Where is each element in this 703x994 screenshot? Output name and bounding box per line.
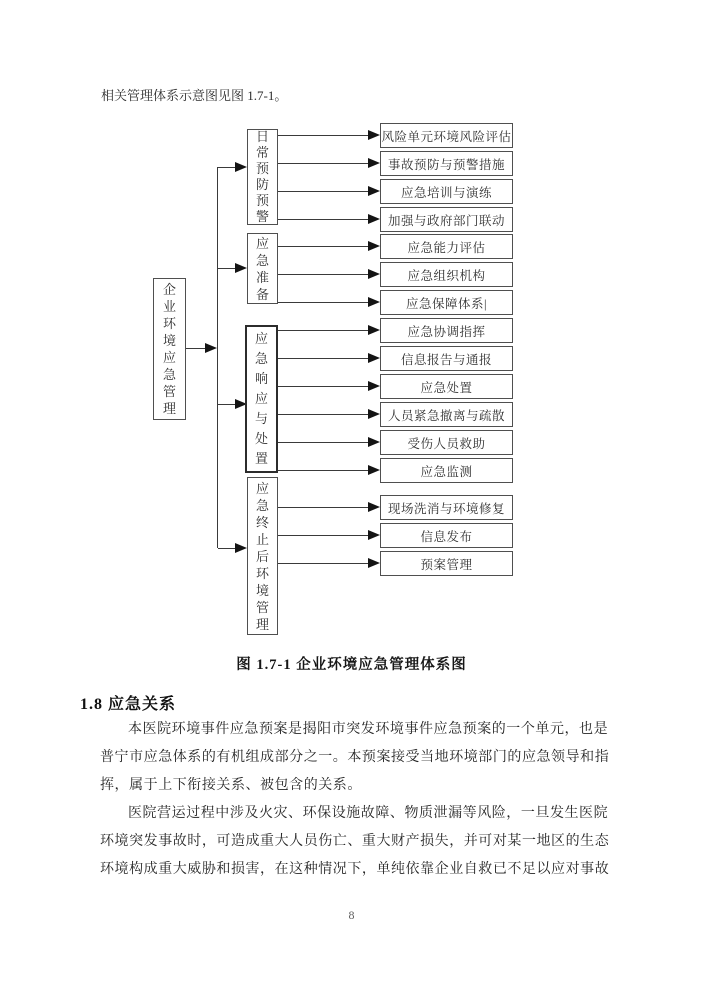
connector-line — [218, 268, 235, 269]
flow-root-box — [153, 278, 186, 420]
arrowhead-icon — [368, 297, 380, 307]
paragraph-line: 挥，属于上下衔接关系、被包含的关系。 — [100, 778, 362, 793]
arrowhead-icon — [368, 241, 380, 251]
connector-line — [278, 302, 368, 303]
flow-leaf-box: 应急协调指挥 — [380, 318, 513, 343]
flow-stage-box — [247, 233, 278, 304]
arrowhead-icon — [368, 186, 380, 196]
intro-text: 相关管理体系示意图见图 1.7-1。 — [101, 88, 288, 103]
arrowhead-icon — [235, 543, 247, 553]
connector-line — [218, 404, 235, 405]
arrowhead-icon — [235, 162, 247, 172]
connector-line — [278, 274, 368, 275]
flow-leaf-box: 现场洗消与环境修复 — [380, 495, 513, 520]
arrowhead-icon — [368, 558, 380, 568]
connector-line — [278, 563, 368, 564]
paragraph-line: 医院营运过程中涉及火灾、环保设施故障、物质泄漏等风险，一旦发生医院 — [128, 806, 609, 821]
flow-leaf-box: 信息报告与通报 — [380, 346, 513, 371]
connector-line — [218, 548, 235, 549]
paragraph-line: 环境构成重大威胁和损害，在这种情况下，单纯依靠企业自救已不足以应对事故 — [100, 862, 610, 877]
flow-leaf-box: 加强与政府部门联动 — [380, 207, 513, 232]
flow-root-label: 企业环境应急管理 — [162, 282, 176, 416]
arrowhead-icon — [368, 269, 380, 279]
flow-leaf-box: 应急能力评估 — [380, 234, 513, 259]
flow-stage-box — [247, 477, 278, 635]
connector-line — [218, 167, 235, 168]
flow-leaf-box: 预案管理 — [380, 551, 513, 576]
connector-line — [278, 414, 368, 415]
connector-line — [278, 219, 368, 220]
flow-stage-label: 应急准备 — [255, 235, 269, 302]
paragraph-line: 普宁市应急体系的有机组成部分之一。本预案接受当地环境部门的应急领导和指 — [100, 750, 610, 765]
body-text — [100, 716, 614, 884]
flow-leaf-box: 事故预防与预警措施 — [380, 151, 513, 176]
flow-stage-label: 应急响应与处置 — [254, 331, 268, 466]
flow-stage-box — [245, 325, 278, 473]
flow-stage-label: 应急终止后环境管理 — [255, 480, 269, 632]
arrowhead-icon — [368, 465, 380, 475]
connector-line — [278, 246, 368, 247]
arrowhead-icon — [205, 343, 217, 353]
paragraph-line: 环境突发事故时，可造成重大人员伤亡、重大财产损失，并可对某一地区的生态 — [100, 834, 610, 849]
page-number: 8 — [348, 908, 355, 922]
flow-leaf-box: 应急保障体系| — [380, 290, 513, 315]
arrowhead-icon — [368, 502, 380, 512]
arrowhead-icon — [368, 130, 380, 140]
arrowhead-icon — [368, 214, 380, 224]
connector-line — [278, 135, 368, 136]
flow-leaf-box: 受伤人员救助 — [380, 430, 513, 455]
arrowhead-icon — [368, 437, 380, 447]
connector-line — [278, 386, 368, 387]
connector-line — [186, 348, 206, 349]
flow-leaf-box: 应急组织机构 — [380, 262, 513, 287]
flow-leaf-box: 人员紧急撤离与疏散 — [380, 402, 513, 427]
connector-line — [278, 330, 368, 331]
connector-line — [278, 163, 368, 164]
paragraph-line: 本医院环境事件应急预案是揭阳市突发环境事件应急预案的一个单元，也是 — [128, 722, 609, 737]
section-heading: 1.8 应急关系 — [80, 696, 177, 713]
figure-caption: 图 1.7-1 企业环境应急管理体系图 — [236, 657, 467, 673]
connector-trunk — [217, 167, 218, 548]
flow-stage-label: 日常预防预警 — [255, 129, 269, 224]
flow-leaf-box: 应急培训与演练 — [380, 179, 513, 204]
connector-line — [278, 442, 368, 443]
flow-leaf-box: 应急监测 — [380, 458, 513, 483]
connector-line — [278, 358, 368, 359]
arrowhead-icon — [368, 325, 380, 335]
connector-line — [278, 470, 368, 471]
flow-leaf-box: 信息发布 — [380, 523, 513, 548]
flow-leaf-box: 风险单元环境风险评估 — [380, 123, 513, 148]
connector-line — [278, 535, 368, 536]
connector-line — [278, 191, 368, 192]
arrowhead-icon — [368, 381, 380, 391]
arrowhead-icon — [368, 409, 380, 419]
flow-stage-box — [247, 129, 278, 225]
connector-line — [278, 507, 368, 508]
flow-leaf-box: 应急处置 — [380, 374, 513, 399]
arrowhead-icon — [235, 263, 247, 273]
arrowhead-icon — [368, 353, 380, 363]
arrowhead-icon — [368, 158, 380, 168]
arrowhead-icon — [368, 530, 380, 540]
